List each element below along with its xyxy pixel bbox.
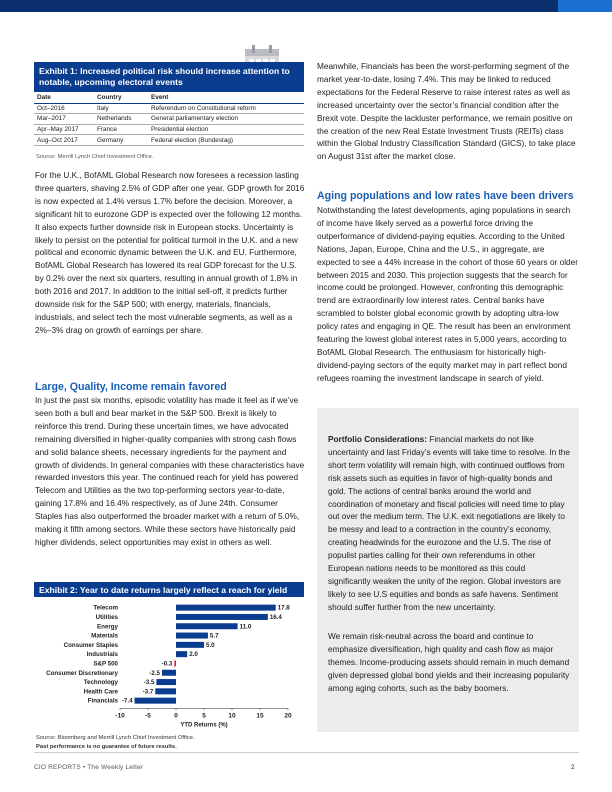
chart-bar <box>176 614 268 620</box>
table-header-row <box>34 93 304 103</box>
chart-bar <box>176 642 204 648</box>
portfolio-considerations-box <box>317 408 579 732</box>
top-banner <box>0 0 612 12</box>
chart-category-label: Health Care <box>83 688 118 696</box>
chart-bar <box>135 698 176 704</box>
table-cell: Aug–Oct 2017 <box>34 135 94 146</box>
table-cell: Presidential election <box>148 124 304 135</box>
chart-category-label: Technology <box>83 679 118 687</box>
table-row <box>34 114 304 125</box>
table-cell: Oct–2016 <box>34 103 94 114</box>
chart-category-label: Utilities <box>95 613 118 621</box>
chart-bar <box>176 633 208 639</box>
exhibit2-disclaimer: Past performance is no guarantee of future results. <box>36 743 177 750</box>
table-cell: Mar–2017 <box>34 114 94 125</box>
exhibit2-source-block <box>36 734 195 751</box>
chart-category-label: Industrials <box>86 651 118 659</box>
chart-value-label: 16.4 <box>269 613 282 621</box>
chart-bar <box>176 605 276 611</box>
chart-value-label: -3.5 <box>143 679 155 687</box>
table-cell: Federal election (Bundestag) <box>148 135 304 146</box>
right-paragraph-1: Meanwhile, Financials has been the worst-performing segment of the market year-to-date, losing 7.4%. This may be linked to reduced expectations for the Federal Reserve to raise interest rates as well as increased uncertainty over the sector’s financial condition after the Brexit vote. Despite the lackluster performance, we remain positive on the creation of the new Real Estate Investment Trusts (REITs) class within the Global Industry Classification Standard (GICS), to take place on August 31st after the market close. <box>317 62 576 162</box>
table-cell: Netherlands <box>94 114 148 125</box>
chart-x-axis-label: YTD Returns (%) <box>180 722 228 728</box>
chart-category-label: Materials <box>91 632 118 640</box>
chart-value-label: -3.7 <box>142 688 154 696</box>
table-cell: General parliamentary election <box>148 114 304 125</box>
chart-value-label: 11.0 <box>239 623 252 631</box>
table-header-country: Country <box>94 93 148 103</box>
table-cell: Italy <box>94 103 148 114</box>
chart-x-tick-label: -10 <box>115 712 125 720</box>
table-cell: Germany <box>94 135 148 146</box>
exhibit2-title: Exhibit 2: Year to date returns largely reflect a reach for yield <box>34 582 304 597</box>
chart-bar <box>176 651 187 657</box>
left-paragraph-2: In just the past six months, episodic volatility has made it feel as if we’ve seen both a bull and bear market in the S&P 500. Brexit is likely to reinforce this trend. During these uncertain times, we have advocated remaining diversified in higher-quality companies with strong cash flows and solid balance sheets, necessary ingredients for the payment and growth of dividends. In general companies with these characteristics have rewarded investors this year. The continued reach for yield has powered Telecom and Utilities as the two top-performing sectors year-to-date, gaining 17.8% and 16.4% respectively, as of June 24th. Consumer Staples has also outperformed the broader market with a return of 5.0%, making it fifth among sectors. While these sectors have historically paid higher dividends, select opportunities may exist in others as well. <box>35 396 305 547</box>
chart-bar <box>176 623 238 629</box>
chart-x-tick-label: -5 <box>145 712 151 720</box>
table-header-date: Date <box>34 93 94 103</box>
table-header-event: Event <box>148 93 304 103</box>
chart-value-label: 5.7 <box>209 632 219 640</box>
right-section-heading: Aging populations and low rates have been drivers <box>317 190 574 202</box>
chart-value-label: -2.5 <box>149 669 160 677</box>
portfolio-text-1: Financial markets do not like uncertainty and last Friday’s events will take time to resolve. In the short term volatility will remain high, with continued outflows from risk assets such as equities in favor of high-quality bonds and gold. The actions of central banks around the world and coordination of monetary and fiscal policies will need time to play out over the medium term. The U.K. exit negotiations are likely to be messy and lead to a contraction in the country’s economy, creating headwinds for the eurozone and the U.S. The rise of populist parties calling for their own referendums in other European nations needs to be monitored as this could significantly weaken the unity of the region. Global investors are likely to see U.S equities and bonds as safe havens. Sentiment should suffer further from the new uncertainty. <box>328 435 570 612</box>
top-banner-accent <box>558 0 612 12</box>
chart-value-label: 2.0 <box>189 651 198 659</box>
chart-x-tick-label: 0 <box>174 712 178 720</box>
exhibit1-table <box>34 93 304 146</box>
portfolio-paragraph-2: We remain risk-neutral across the board and continue to emphasize diversification, high quality and cash flow as major themes. Income-producing assets should remain in much demand given depressed global bond yields and their increasing popularity among aging cohorts, such as the baby boomers. <box>328 632 570 693</box>
chart-category-label: Financials <box>87 697 118 705</box>
exhibit1-source: Source: Merrill Lynch Chief Investment Office. <box>36 154 154 160</box>
table-row <box>34 103 304 114</box>
chart-category-label: Consumer Staples <box>63 641 118 649</box>
table-cell: Apr–May 2017 <box>34 124 94 135</box>
footer-divider <box>34 752 579 753</box>
chart-x-tick-label: 5 <box>202 712 206 720</box>
exhibit2-source: Source: Bloomberg and Merrill Lynch Chief Investment Office. <box>36 735 195 741</box>
chart-category-label: S&P 500 <box>93 660 118 668</box>
chart-value-label: -0.3 <box>161 660 173 668</box>
left-section-heading: Large, Quality, Income remain favored <box>35 381 227 393</box>
chart-x-tick-label: 20 <box>284 712 292 720</box>
chart-value-label: 17.8 <box>277 604 290 612</box>
page-number: 2 <box>571 764 575 771</box>
chart-bar <box>174 660 176 666</box>
chart-bar <box>156 679 176 685</box>
exhibit1-title: Exhibit 1: Increased political risk should increase attention to notable, upcoming electoral events <box>34 62 304 92</box>
chart-value-label: 5.0 <box>206 641 215 649</box>
chart-category-label: Telecom <box>93 604 118 612</box>
left-paragraph-1: For the U.K., BofAML Global Research now foresees a recession lasting three quarters, shaving 2.5% of GDP after one year. GDP growth for 2016 is now expected at 1.4% versus 1.7% before the decision. Moreover, a significant hit to eurozone GDP is expected over the following 12 months. It also expects further downside risk in European stocks. Uncertainty is likely to persist on the potential for political turmoil in the U.K. and a new political and economic dynamic between the U.K. and EU. Furthermore, BofAML Global Research has lowered its real GDP forecast for the U.S. by 0.2% over the next six quarters, resulting in annual growth of 1.8% in both 2016 and 2017. In addition to the initial sell-off, it predicts further downside risk for the S&P 500; with energy, materials, financials, industrials, and select tech the most vulnerable segments, as well as a 2%–3% drag on growth of earnings per share. <box>35 171 305 335</box>
right-paragraph-2: Notwithstanding the latest developments, aging populations in search of income have likely served as a powerful force driving the outperformance of dividend-paying equities. According to the United Nations, Japan, Europe, China and the U.S., in aggregate, are expected to see a 44% increase in the cohort of those 60 years or older between 2015 and 2030. This projection suggests that the search for income could be prolonged. However, confronting this demographic trend are extraordinarily low interest rates. Central banks have scrambled to bolster global economic growth by adopting ultra-low policy rates and engaging in QE. The result has been an environment featuring the lowest global interest rates in 5,000 years, according to BofAML Global Research. The enthusiasm for historically high-dividend-paying sectors of the equity market may in part reflect bond refugees roaming the investment landscape in search of yield. <box>317 206 578 383</box>
portfolio-lead: Portfolio Considerations: <box>328 435 427 444</box>
chart-value-label: -7.4 <box>121 697 133 705</box>
chart-x-tick-label: 15 <box>256 712 264 720</box>
table-row <box>34 135 304 146</box>
table-row <box>34 124 304 135</box>
table-cell: France <box>94 124 148 135</box>
chart-x-tick-label: 10 <box>228 712 236 720</box>
footer-title: CIO REPORTS • The Weekly Letter <box>34 764 144 771</box>
chart-category-label: Energy <box>97 623 118 631</box>
exhibit2-bar-chart <box>34 598 304 728</box>
portfolio-paragraph-1 <box>328 434 570 615</box>
chart-category-label: Consumer Discretionary <box>46 669 118 677</box>
chart-bar <box>162 670 176 676</box>
chart-bar <box>155 688 176 694</box>
table-cell: Referendum on Constitutional reform <box>148 103 304 114</box>
